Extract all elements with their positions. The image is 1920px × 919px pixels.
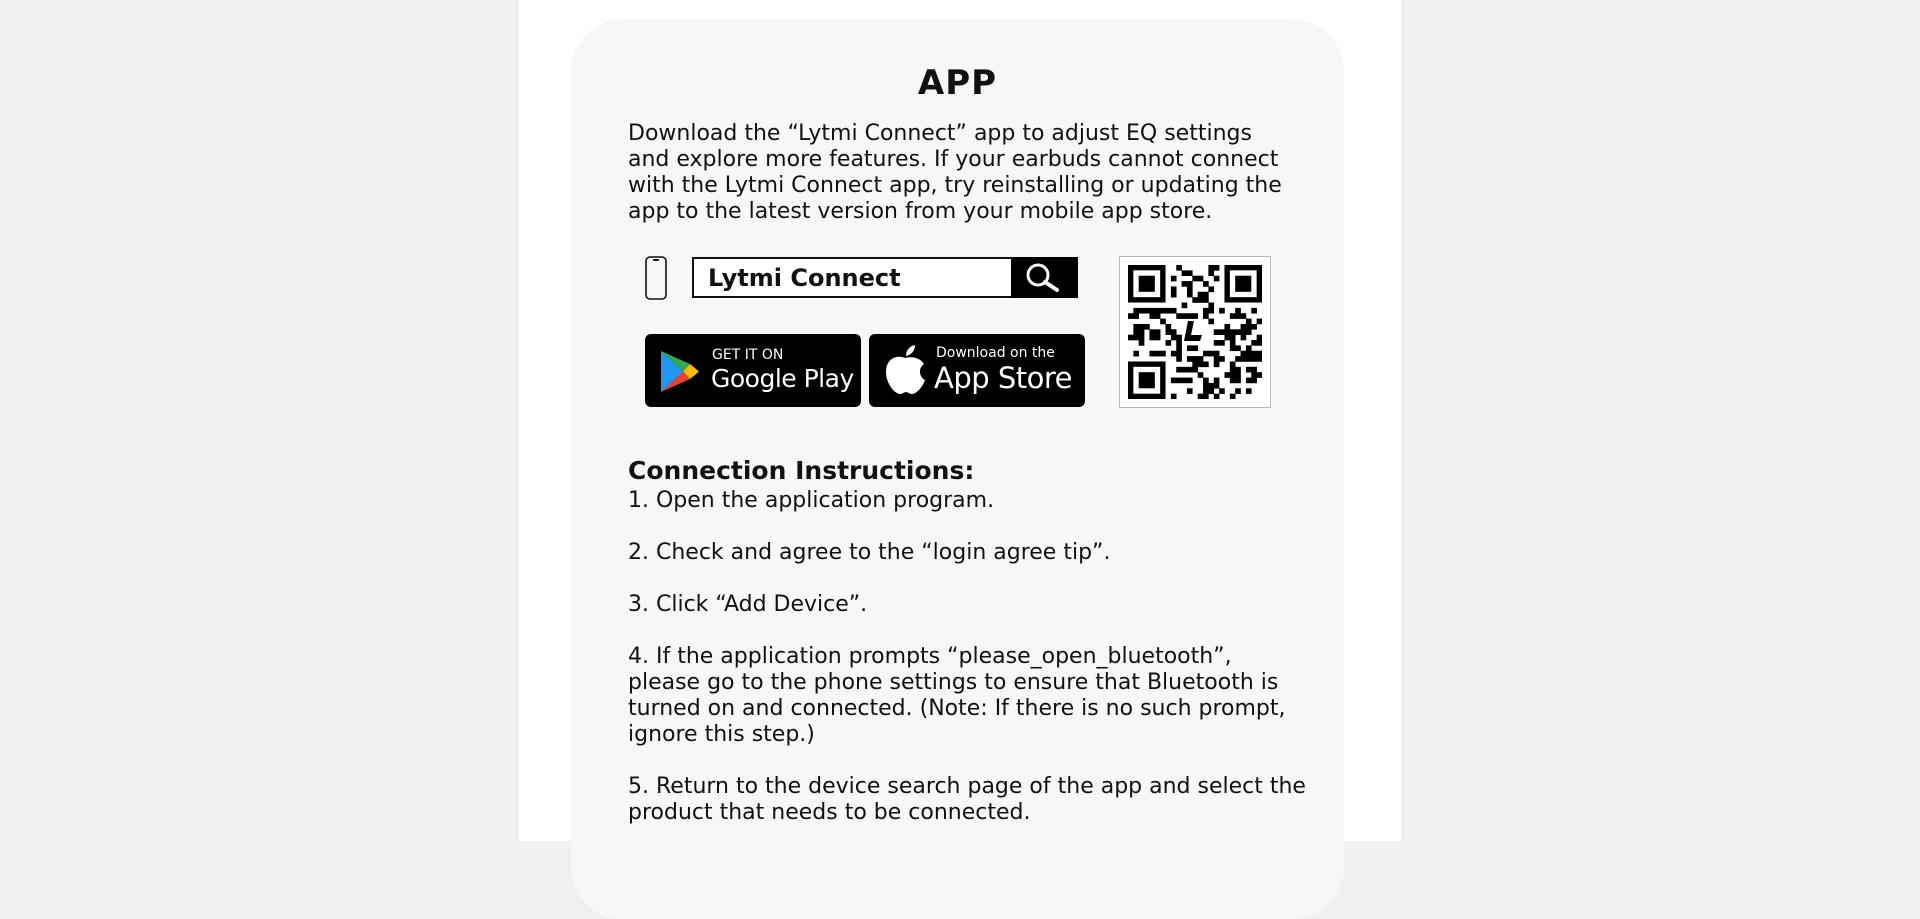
google-play-icon	[659, 349, 701, 394]
app-store-label: App Store	[934, 361, 1073, 395]
google-play-small-label: GET IT ON	[712, 347, 784, 363]
instruction-step: 3. Click “Add Device”.	[628, 592, 868, 617]
app-store-badge[interactable]	[869, 334, 1085, 407]
google-play-label: Google Play	[711, 364, 854, 393]
google-play-badge[interactable]	[645, 334, 861, 407]
search-button[interactable]	[1011, 257, 1078, 298]
app-card	[571, 19, 1344, 919]
instruction-step: 2. Check and agree to the “login agree tip”.	[628, 540, 1111, 565]
magnifier-icon	[1011, 257, 1078, 298]
instruction-step: 1. Open the application program.	[628, 488, 995, 513]
search-query: Lytmi Connect	[708, 264, 901, 292]
app-search-box	[692, 257, 1078, 298]
phone-icon	[645, 256, 667, 300]
instruction-step: 4. If the application prompts “please_open_bluetooth”, please go to the phone settings to ensure that Bluetooth is turned on and connected. (Note: If there is no such prompt, ignore this step.)	[628, 644, 1286, 747]
app-store-small-label: Download on the	[936, 345, 1055, 361]
connection-instructions	[628, 456, 1308, 852]
intro-text: Download the “Lytmi Connect” app to adjust EQ settings and explore more features. If your earbuds cannot connect with the Lytmi Connect app, try reinstalling or updating the app to the latest version from your mobile app store.	[628, 121, 1282, 224]
qr-code-icon	[1128, 265, 1262, 399]
apple-icon	[883, 344, 927, 396]
page	[519, 0, 1401, 841]
instruction-step: 5. Return to the device search page of the app and select the product that needs to be connected.	[628, 774, 1306, 825]
qr-code	[1119, 256, 1271, 408]
instructions-title: Connection Instructions:	[628, 456, 975, 485]
section-title: APP	[917, 63, 998, 103]
